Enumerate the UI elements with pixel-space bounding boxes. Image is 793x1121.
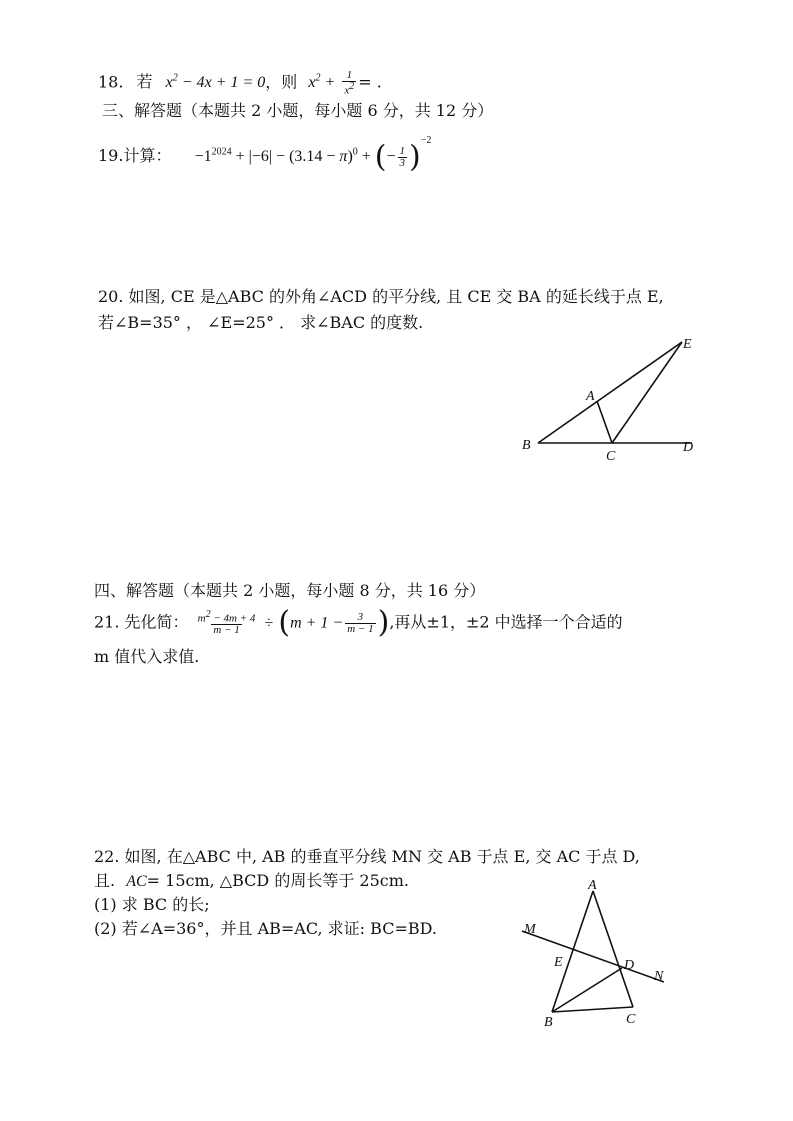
label-N: N — [654, 969, 664, 984]
label-C: C — [626, 1012, 636, 1027]
label-B: B — [522, 438, 531, 453]
q21-prefix: 21. 先化简： — [94, 612, 189, 632]
q20-line1: 20. 如图, CE 是△ABC 的外角∠ACD 的平分线, 且 CE 交 BA 的延长线于点 E, — [98, 287, 664, 306]
line-AC — [593, 891, 633, 1007]
label-B: B — [544, 1015, 553, 1030]
q22-figure — [510, 875, 690, 1035]
q20-line2: 若∠B=35° ， ∠E=25° ． 求∠BAC 的度数. — [98, 313, 424, 332]
q18-expression: $x^2$ + — [308, 73, 336, 92]
q22-line2 — [94, 870, 409, 893]
q18-sep: ，则 — [265, 72, 298, 92]
section-3-title: 三、解答题（本题共 2 小题，每小题 6 分，共 12 分） — [102, 101, 494, 120]
q18-end: = . — [358, 72, 382, 92]
label-E: E — [554, 955, 563, 970]
line-AC — [597, 401, 612, 443]
question-19 — [98, 130, 432, 175]
q22-line2-suffix: = 15cm, △BCD 的周长等于 25cm. — [146, 871, 409, 890]
q21-fraction-1: $\frac{m^2 - 4m + 4}{m - 1}$ — [197, 608, 256, 637]
question-21: 21. 先化简： $\frac{m^2 - 4m + 4}{m - 1}$ ÷ (m + 1 − $\frac{3}{m - 1}$ ),再从±1，±2 中选择一个合适的 — [94, 605, 623, 640]
q18-fraction: $\frac{1}{x^2}$ — [344, 68, 355, 97]
q18-number: 18. — [98, 72, 124, 92]
q18-text: 若 — [136, 72, 153, 92]
label-M: M — [524, 922, 536, 937]
q20-figure — [510, 330, 710, 465]
q22-line2-prefix: 且. — [94, 871, 116, 890]
question-18 — [98, 68, 382, 96]
section-4-title: 四、解答题（本题共 2 小题，每小题 8 分，共 16 分） — [94, 581, 486, 600]
q19-expression: $-1^{2024} + |-6| - (3.14 - \pi)^0$ + (− $\frac{1}{3}$ )$^{-2}$ — [194, 135, 432, 175]
line-BD — [552, 968, 622, 1012]
q18-equation: $x^2 - 4x + 1 = 0$ — [165, 73, 266, 92]
label-C: C — [606, 449, 616, 464]
label-A: A — [588, 878, 597, 893]
q22-part2: (2) 若∠A=36°，并且 AB=AC, 求证: BC=BD. — [94, 919, 437, 938]
q19-label: 计算： — [123, 146, 172, 165]
q21-suffix: ,再从±1，±2 中选择一个合适的 — [389, 612, 623, 632]
line-BC — [552, 1007, 633, 1012]
line-MN — [522, 931, 664, 982]
label-A: A — [586, 389, 595, 404]
line-BE — [538, 342, 682, 443]
line-CE — [612, 342, 682, 443]
q21-line2: m 值代入求值. — [94, 647, 200, 666]
q21-fraction-2: $\frac{3}{m - 1}$ — [347, 610, 374, 635]
q22-part1: (1) 求 BC 的长; — [94, 895, 210, 914]
q22-line2-math: AC — [126, 873, 147, 890]
q22-line1: 22. 如图, 在△ABC 中, AB 的垂直平分线 MN 交 AB 于点 E, 交 AC 于点 D, — [94, 847, 640, 866]
label-D: D — [683, 440, 694, 455]
label-D: D — [624, 958, 635, 973]
q19-number: 19. — [98, 146, 124, 165]
line-AB — [552, 891, 593, 1012]
label-E: E — [683, 337, 692, 352]
